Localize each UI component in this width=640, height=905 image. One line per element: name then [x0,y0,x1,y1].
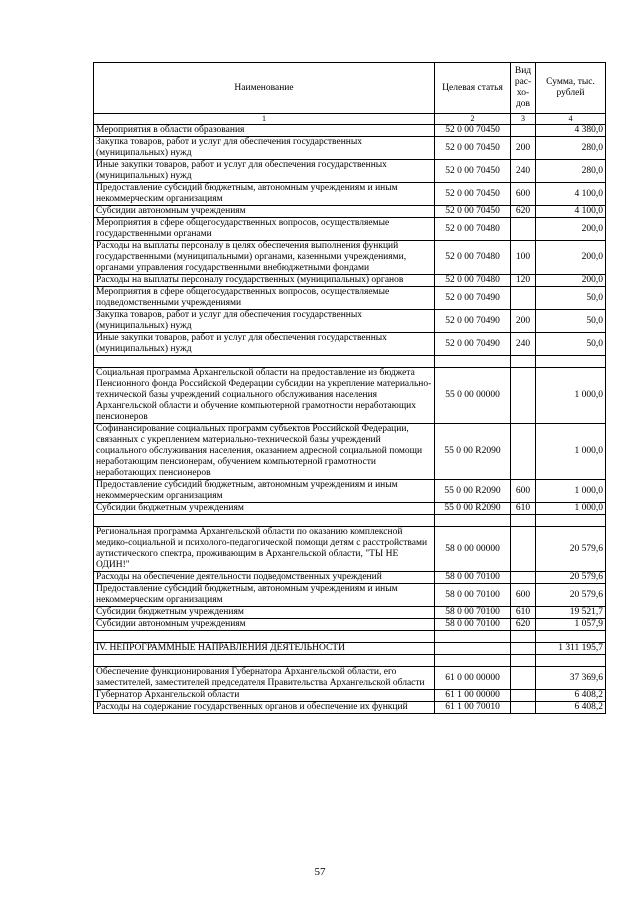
expense-type-cell [511,125,536,137]
amount-cell: 1 000,0 [536,503,606,515]
table-row [94,287,606,310]
target-article-cell: 52 0 00 70450 [435,183,511,206]
name-cell: Расходы на содержание государственных органов и обеспечение их функций [94,702,435,714]
table-header-row [94,63,606,114]
expense-type-cell: 600 [511,480,536,503]
name-cell: Расходы на обеспечение деятельности подведомственных учреждений [94,572,435,584]
expense-type-cell: 200 [511,137,536,160]
target-article-cell: 58 0 00 70100 [435,607,511,619]
table-row [94,218,606,241]
target-article-cell: 52 0 00 70450 [435,125,511,137]
spacer-row [94,515,606,527]
spacer-cell [94,655,435,667]
spacer-cell [536,631,606,643]
spacer-cell [94,515,435,527]
target-article-cell: 52 0 00 70450 [435,160,511,183]
expense-type-cell [511,572,536,584]
amount-cell: 6 408,2 [536,702,606,714]
spacer-cell [511,655,536,667]
target-article-cell: 52 0 00 70480 [435,275,511,287]
name-cell: Субсидии бюджетным учреждениям [94,503,435,515]
amount-cell: 20 579,6 [536,572,606,584]
name-cell: Иные закупки товаров, работ и услуг для обеспечения государственных (муниципальных) нужд [94,333,435,356]
section-header-row [94,690,606,702]
amount-cell: 50,0 [536,333,606,356]
spacer-cell [511,515,536,527]
table-row [94,503,606,515]
amount-cell: 4 100,0 [536,183,606,206]
expense-type-cell [511,702,536,714]
expense-type-cell [511,667,536,690]
spacer-row [94,631,606,643]
header-expense-type: Вид рас-хо-дов [511,63,536,114]
amount-cell: 6 408,2 [536,690,606,702]
target-article-cell: 52 0 00 70450 [435,206,511,218]
amount-cell: 20 579,6 [536,584,606,607]
target-article-cell: 52 0 00 70450 [435,137,511,160]
spacer-cell [435,631,511,643]
column-number: 4 [536,114,606,125]
table-row [94,607,606,619]
section-header-row [94,368,606,424]
target-article-cell: 61 0 00 00000 [435,667,511,690]
target-article-cell [435,643,511,655]
expense-type-cell: 600 [511,584,536,607]
target-article-cell: 55 0 00 R2090 [435,480,511,503]
amount-cell: 200,0 [536,218,606,241]
name-cell: Закупка товаров, работ и услуг для обеспечения государственных (муниципальных) нужд [94,310,435,333]
spacer-cell [435,515,511,527]
expense-type-cell [511,527,536,572]
table-row [94,160,606,183]
amount-cell: 200,0 [536,241,606,275]
expense-type-cell: 620 [511,206,536,218]
spacer-cell [435,655,511,667]
table-row [94,183,606,206]
section-header-row [94,667,606,690]
name-cell: Обеспечение функционирования Губернатора Архангельской области, его заместителей, заместителей председателя Правительства Архангельской области [94,667,435,690]
column-number-row [94,114,606,125]
column-number: 3 [511,114,536,125]
name-cell: Предоставление субсидий бюджетным, автономным учреждениям и иным некоммерческим организациям [94,584,435,607]
amount-cell: 20 579,6 [536,527,606,572]
amount-cell: 1 000,0 [536,368,606,424]
budget-table [93,62,606,714]
expense-type-cell: 600 [511,183,536,206]
spacer-cell [536,515,606,527]
expense-type-cell [511,643,536,655]
page-number: 57 [314,866,326,878]
target-article-cell: 58 0 00 70100 [435,584,511,607]
table-row [94,241,606,275]
target-article-cell: 58 0 00 00000 [435,527,511,572]
name-cell: Расходы на выплаты персоналу в целях обеспечения выполнения функций государственными (муниципальными) органами, казенными учреждениями, органами управления государственными внебюджетными фондами [94,241,435,275]
column-number: 2 [435,114,511,125]
table-row [94,480,606,503]
expense-type-cell [511,368,536,424]
name-cell: Региональная программа Архангельской области по оказанию комплексной медико-социальной и психолого-педагогической помощи детям с расстройствами аутистического спектра, проживающим в Архангельской области, "ТЫ НЕ ОДИН!" [94,527,435,572]
target-article-cell: 61 1 00 70010 [435,702,511,714]
table-body [94,125,606,714]
expense-type-cell: 240 [511,160,536,183]
name-cell: Предоставление субсидий бюджетным, автономным учреждениям и иным некоммерческим организациям [94,183,435,206]
spacer-row [94,356,606,368]
target-article-cell: 52 0 00 70480 [435,241,511,275]
name-cell: Субсидии автономным учреждениям [94,619,435,631]
target-article-cell: 52 0 00 70490 [435,310,511,333]
target-article-cell: 61 1 00 00000 [435,690,511,702]
name-cell: Расходы на выплаты персоналу государственных (муниципальных) органов [94,275,435,287]
target-article-cell: 58 0 00 70100 [435,572,511,584]
amount-cell: 1 057,9 [536,619,606,631]
name-cell: Мероприятия в сфере общегосударственных вопросов, осуществляемые подведомственными учреждениями [94,287,435,310]
section-header-row [94,527,606,572]
amount-cell: 200,0 [536,275,606,287]
target-article-cell: 52 0 00 70490 [435,287,511,310]
expense-type-cell: 100 [511,241,536,275]
spacer-cell [511,356,536,368]
table-row [94,137,606,160]
name-cell: Закупка товаров, работ и услуг для обеспечения государственных (муниципальных) нужд [94,137,435,160]
name-cell: Мероприятия в области образования [94,125,435,137]
amount-cell: 50,0 [536,287,606,310]
table-row [94,619,606,631]
spacer-cell [511,631,536,643]
section-header-row [94,643,606,655]
amount-cell: 4 100,0 [536,206,606,218]
header-name: Наименование [94,63,435,114]
target-article-cell: 52 0 00 70490 [435,333,511,356]
table-row [94,206,606,218]
target-article-cell: 58 0 00 70100 [435,619,511,631]
amount-cell: 1 000,0 [536,424,606,480]
table-row [94,584,606,607]
amount-cell: 37 369,6 [536,667,606,690]
expense-type-cell: 620 [511,619,536,631]
amount-cell: 280,0 [536,137,606,160]
amount-cell: 1 311 195,7 [536,643,606,655]
spacer-cell [536,356,606,368]
name-cell: IV. НЕПРОГРАММНЫЕ НАПРАВЛЕНИЯ ДЕЯТЕЛЬНОСТИ [94,643,435,655]
spacer-cell [536,655,606,667]
target-article-cell: 55 0 00 R2090 [435,503,511,515]
amount-cell: 50,0 [536,310,606,333]
table-row [94,275,606,287]
column-number: 1 [94,114,435,125]
spacer-cell [94,631,435,643]
expense-type-cell: 240 [511,333,536,356]
expense-type-cell [511,218,536,241]
expense-type-cell [511,690,536,702]
expense-type-cell: 610 [511,607,536,619]
expense-type-cell: 120 [511,275,536,287]
table-row [94,424,606,480]
table-row [94,572,606,584]
spacer-row [94,655,606,667]
table-row [94,702,606,714]
expense-type-cell [511,287,536,310]
name-cell: Социальная программа Архангельской области на предоставление из бюджета Пенсионного фонда Российской Федерации субсидии на укрепление материально-технической базы учреждений социального обслуживания населения Архангельской области и обучение компьютерной грамотности неработающих пенсионеров [94,368,435,424]
spacer-cell [435,356,511,368]
expense-type-cell [511,424,536,480]
name-cell: Субсидии автономным учреждениям [94,206,435,218]
target-article-cell: 52 0 00 70480 [435,218,511,241]
name-cell: Софинансирование социальных программ субъектов Российской Федерации, связанных с укреплением материально-технической базы учреждений социального обслуживания населения, оказанием адресной социальной помощи неработающим пенсионерам, обучением компьютерной грамотности неработающих пенсионеров [94,424,435,480]
expense-type-cell: 200 [511,310,536,333]
amount-cell: 1 000,0 [536,480,606,503]
target-article-cell: 55 0 00 R2090 [435,424,511,480]
header-target-article: Целевая статья [435,63,511,114]
expense-type-cell: 610 [511,503,536,515]
amount-cell: 19 521,7 [536,607,606,619]
table-row [94,125,606,137]
amount-cell: 280,0 [536,160,606,183]
name-cell: Мероприятия в сфере общегосударственных вопросов, осуществляемые государственными органами [94,218,435,241]
table-row [94,310,606,333]
spacer-cell [94,356,435,368]
name-cell: Субсидии бюджетным учреждениям [94,607,435,619]
table-row [94,333,606,356]
name-cell: Предоставление субсидий бюджетным, автономным учреждениям и иным некоммерческим организациям [94,480,435,503]
amount-cell: 4 380,0 [536,125,606,137]
header-amount: Сумма, тыс. рублей [536,63,606,114]
name-cell: Иные закупки товаров, работ и услуг для обеспечения государственных (муниципальных) нужд [94,160,435,183]
name-cell: Губернатор Архангельской области [94,690,435,702]
target-article-cell: 55 0 00 00000 [435,368,511,424]
